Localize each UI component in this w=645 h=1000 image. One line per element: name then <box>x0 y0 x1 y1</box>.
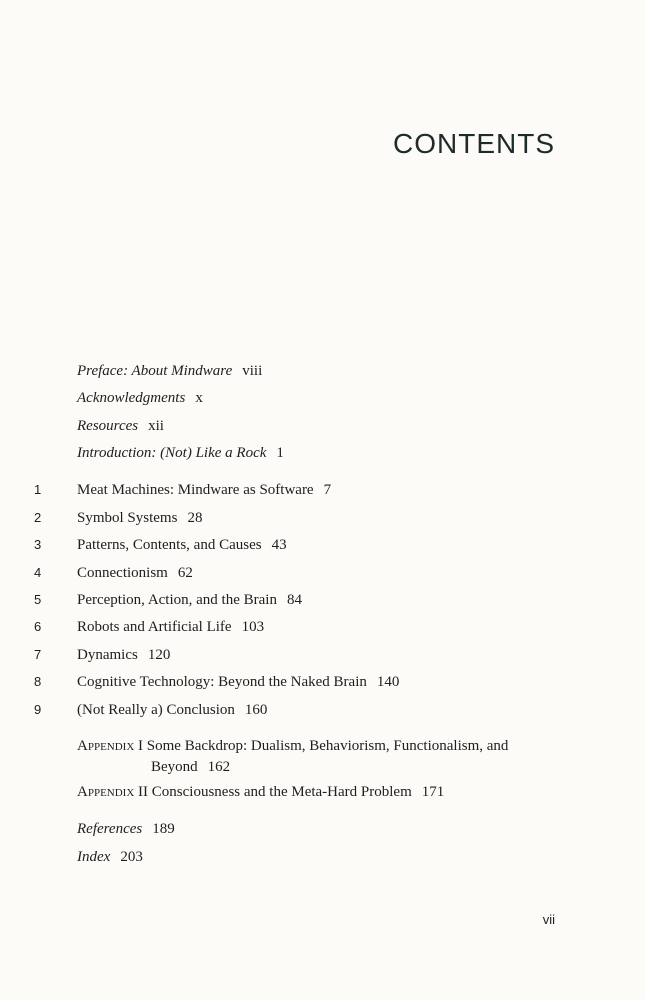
toc-entry-title: Patterns, Contents, and Causes <box>77 537 262 553</box>
chapter-number: 3 <box>34 537 42 552</box>
toc-entry-page: 140 <box>376 674 400 690</box>
appendix-label: Appendix II <box>77 784 149 800</box>
toc-entry-page: 43 <box>271 537 287 553</box>
chapter-number: 9 <box>34 702 42 717</box>
toc-entry-page: viii <box>242 363 263 379</box>
chapter-number: 4 <box>34 565 42 580</box>
toc-entry-title: (Not Really a) Conclusion <box>77 702 235 718</box>
chapter-number: 2 <box>34 510 42 525</box>
toc-entry-title: Connectionism <box>77 565 168 581</box>
toc-entry-title: Symbol Systems <box>77 510 178 526</box>
toc-entry-title: Resources <box>77 418 139 434</box>
toc-chapter-9[interactable] <box>34 702 268 719</box>
toc-entry-title: Acknowledgments <box>77 390 186 406</box>
toc-entry-page: 62 <box>177 565 193 581</box>
toc-entry-preface[interactable] <box>77 363 262 380</box>
toc-entry-page: 162 <box>207 759 231 775</box>
toc-entry-resources[interactable] <box>77 418 164 435</box>
chapter-number: 1 <box>34 482 42 497</box>
toc-entry-index[interactable] <box>77 849 143 866</box>
toc-entry-page: 203 <box>120 849 143 865</box>
toc-chapter-8[interactable] <box>34 674 400 691</box>
toc-entry-page: 1 <box>276 445 284 461</box>
toc-appendix-2[interactable] <box>77 784 444 801</box>
toc-chapter-1[interactable] <box>34 482 332 499</box>
toc-entry-page: 103 <box>241 619 265 635</box>
toc-entry-title-continued: Beyond <box>151 759 198 775</box>
toc-entry-title: Robots and Artificial Life <box>77 619 232 635</box>
toc-entry-title: Some Backdrop: Dualism, Behaviorism, Functionalism, and <box>146 738 509 754</box>
toc-chapter-4[interactable] <box>34 565 193 582</box>
chapter-number: 7 <box>34 647 42 662</box>
toc-entry-page: 7 <box>323 482 332 498</box>
page-heading: CONTENTS <box>393 128 555 159</box>
chapter-number: 8 <box>34 674 42 689</box>
toc-appendix-1[interactable] <box>77 738 508 776</box>
toc-chapter-7[interactable] <box>34 647 171 664</box>
toc-chapter-2[interactable] <box>34 510 203 527</box>
toc-entry-title: References <box>77 821 143 837</box>
chapter-number: 6 <box>34 619 42 634</box>
toc-entry-page: x <box>195 390 203 406</box>
toc-entry-title: Cognitive Technology: Beyond the Naked Brain <box>77 674 367 690</box>
toc-entry-title: Consciousness and the Meta-Hard Problem <box>151 784 412 800</box>
appendix-label: Appendix I <box>77 738 144 754</box>
toc-entry-acknowledgments[interactable] <box>77 390 203 407</box>
toc-entry-title: Meat Machines: Mindware as Software <box>77 482 314 498</box>
toc-entry-page: 120 <box>147 647 171 663</box>
toc-entry-introduction[interactable] <box>77 445 284 462</box>
toc-chapter-3[interactable] <box>34 537 287 554</box>
toc-entry-title: Introduction: (Not) Like a Rock <box>77 445 267 461</box>
toc-entry-title: Index <box>77 849 111 865</box>
toc-entry-page: 84 <box>286 592 302 608</box>
toc-entry-page: xii <box>148 418 164 434</box>
toc-entry-title: Preface: About Mindware <box>77 363 233 379</box>
toc-entry-page: 189 <box>152 821 175 837</box>
page-number: vii <box>542 912 555 927</box>
chapter-number: 5 <box>34 592 42 607</box>
toc-entry-page: 171 <box>421 784 445 800</box>
toc-entry-page: 160 <box>244 702 268 718</box>
toc-entry-title: Dynamics <box>77 647 138 663</box>
toc-chapter-5[interactable] <box>34 592 302 609</box>
toc-entry-references[interactable] <box>77 821 175 838</box>
toc-entry-page: 28 <box>187 510 203 526</box>
toc-chapter-6[interactable] <box>34 619 265 636</box>
toc-entry-title: Perception, Action, and the Brain <box>77 592 277 608</box>
